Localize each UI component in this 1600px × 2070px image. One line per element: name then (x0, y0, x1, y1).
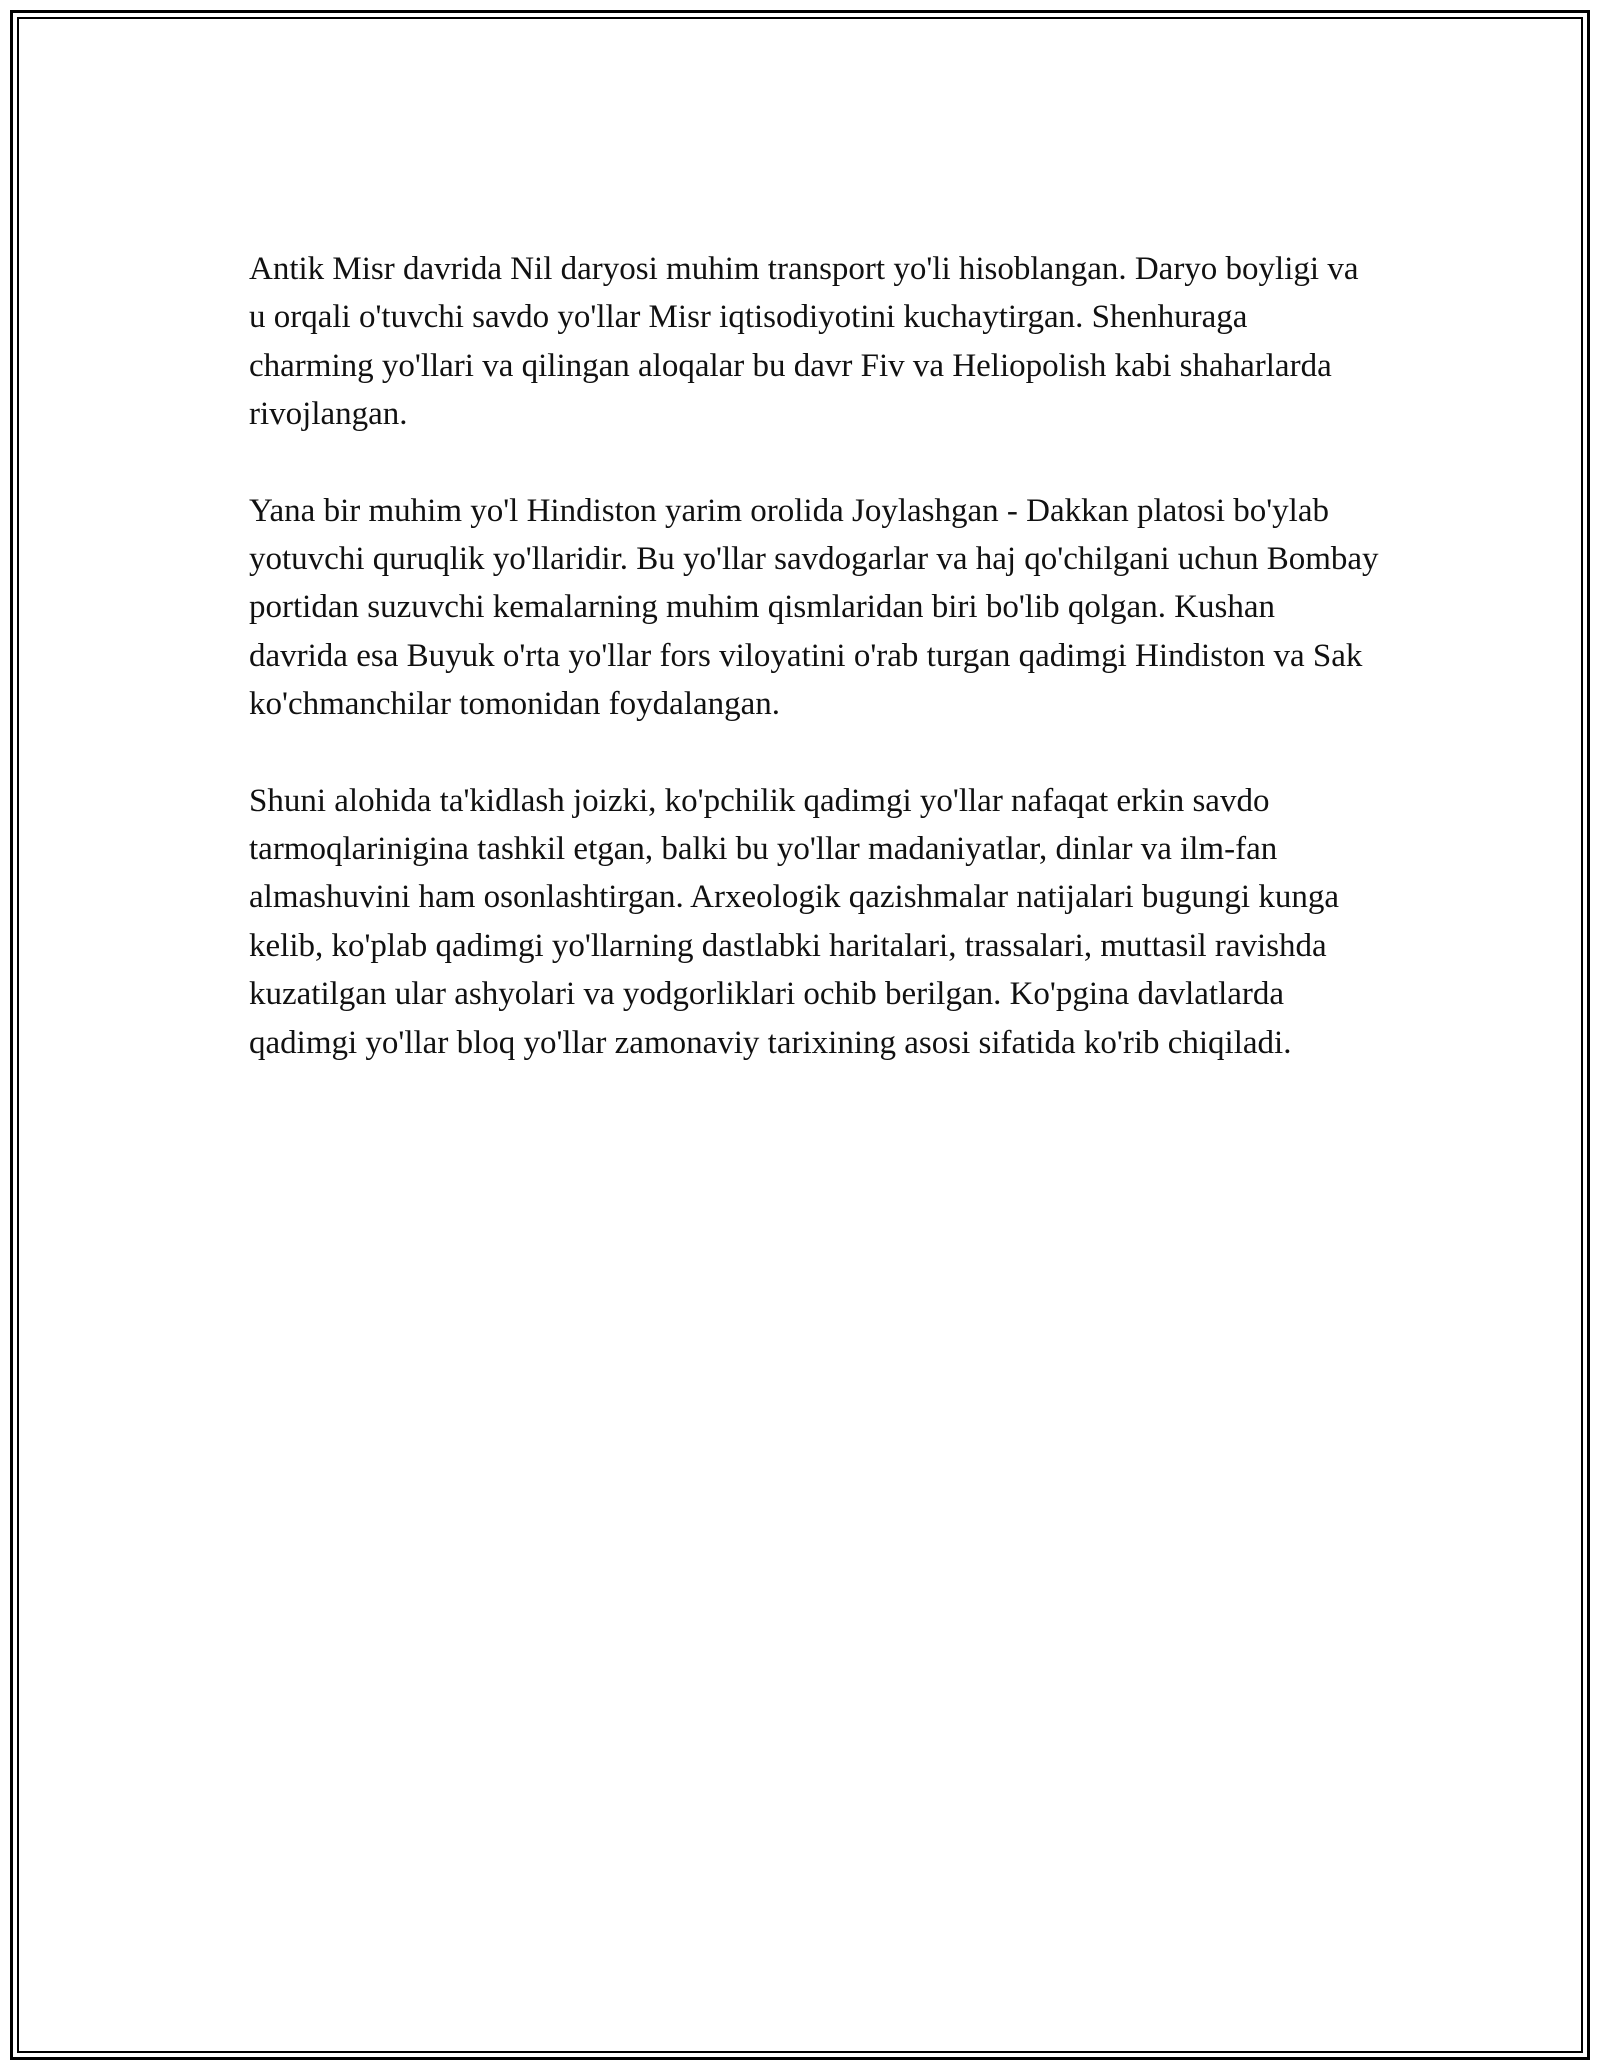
page-border (10, 10, 1590, 2060)
paragraph-3: Shuni alohida ta'kidlash joizki, ko'pchilik qadimgi yo'llar nafaqat erkin savdo tarmoqlarinigina tashkil etgan, balki bu yo'llar madaniyatlar, dinlar va ilm-fan almashuvini ham osonlashtirgan. Arxeologik qazishmalar natijalari bugungi kunga kelib, ko'plab qadimgi yo'llarning dastlabki haritalari, trassalari, muttasil ravishda kuzatilgan ular ashyolari va yodgorliklari ochib berilgan. Ko'pgina davlatlarda qadimgi yo'llar bloq yo'llar zamonaviy tarixining asosi sifatida ko'rib chiqiladi. (249, 782, 1339, 1061)
paragraph-1: Antik Misr davrida Nil daryosi muhim transport yo'li hisoblangan. Daryo boyligi va u orqali o'tuvchi savdo yo'llar Misr iqtisodiyotini kuchaytirgan. Shenhuraga charming yo'llari va qilingan aloqalar bu davr Fiv va Heliopolish kabi shaharlarda rivojlangan. (249, 251, 1359, 433)
paragraph-2: Yana bir muhim yo'l Hindiston yarim orolida Joylashgan - Dakkan platosi bo'ylab yotuvchi quruqlik yo'llaridir. Bu yo'llar savdogarlar va haj qo'chilgani uchun Bombay portidan suzuvchi kemalarning muhim qismlaridan biri bo'lib qolgan. Kushan davrida esa Buyuk o'rta yo'llar fors viloyatini o'rab turgan qadimgi Hindiston va Sak ko'chmanchilar tomonidan foydalangan. (249, 492, 1379, 723)
document-body (249, 245, 1379, 1115)
